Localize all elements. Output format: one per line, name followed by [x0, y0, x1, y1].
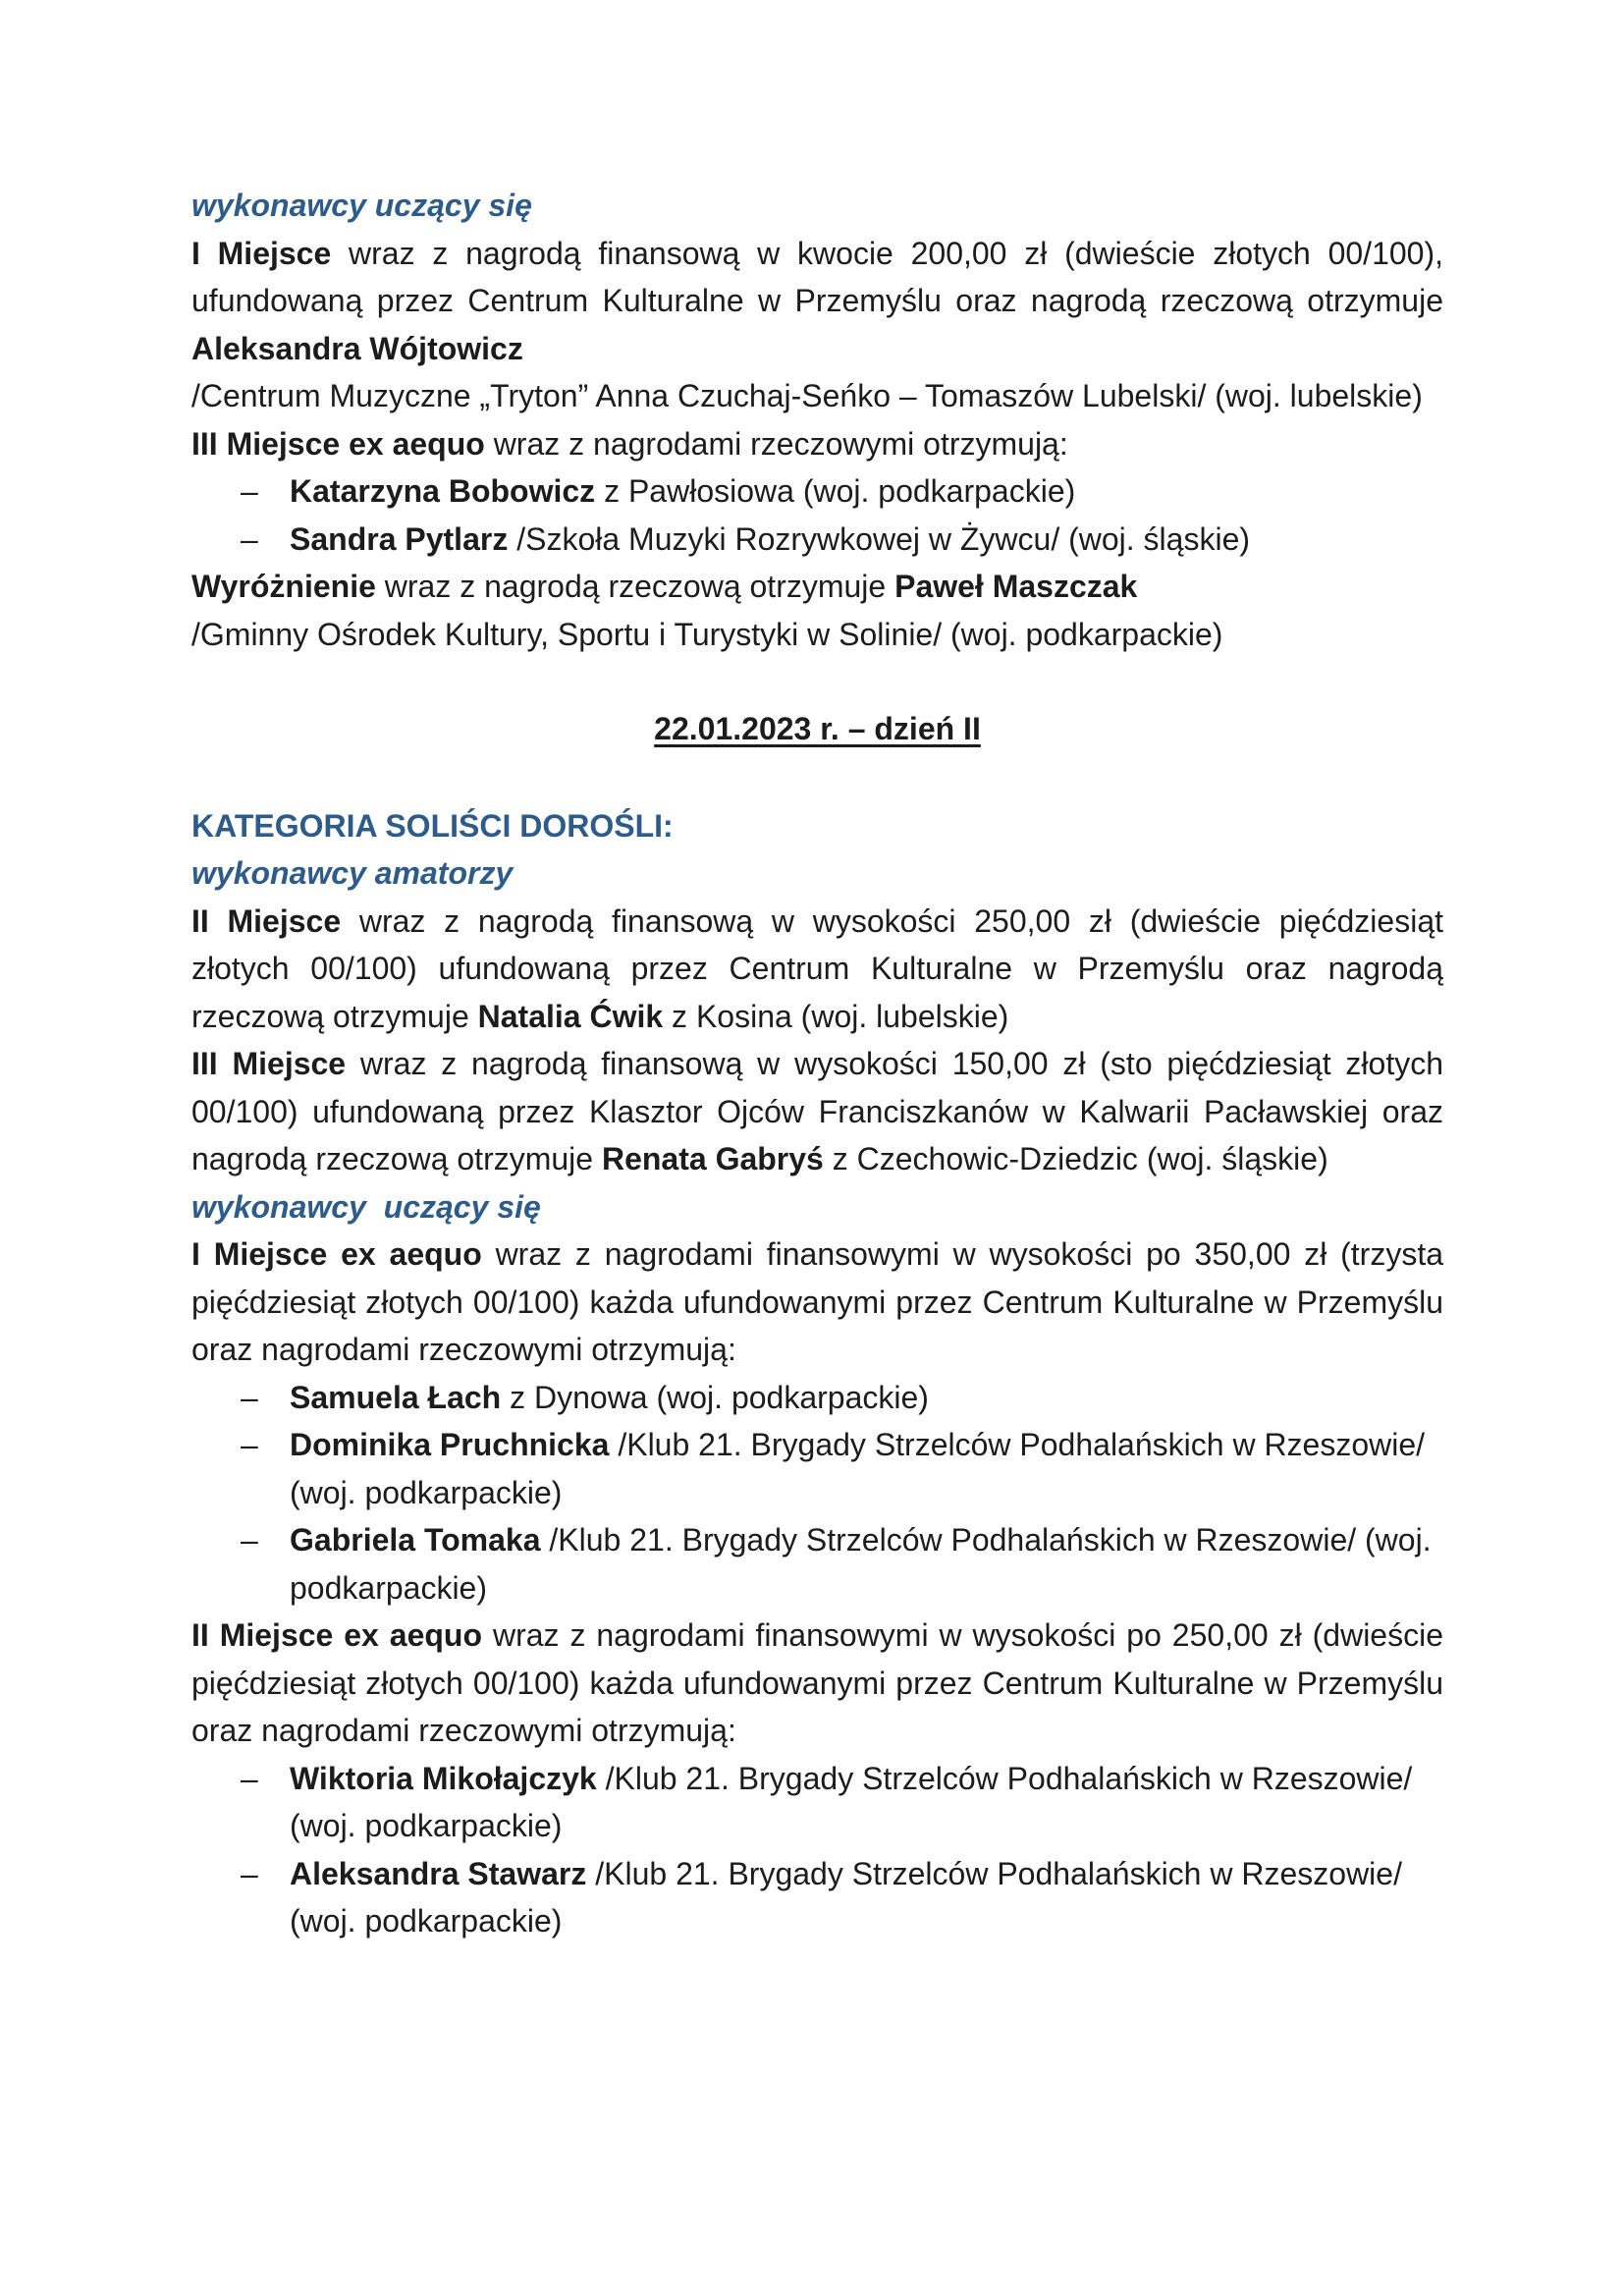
winner-detail: /Szkoła Muzyki Rozrywkowej w Żywcu/ (woj. śląskie) — [508, 520, 1251, 557]
award-text: wraz z nagrodą finansową w wysokości 150,00 zł (sto pięćdziesiąt złotych 00/100) ufundowaną przez Klasztor Ojców Franciszkanów w Kalwarii Pacławskiej oraz nagrodą rzeczową otrzymuje — [191, 1046, 1443, 1176]
award-label: I Miejsce ex aequo — [191, 1236, 482, 1272]
winner-name: Dominika Pruchnicka — [290, 1427, 610, 1462]
day-heading-text: 22.01.2023 r. – dzień II — [654, 711, 981, 746]
winners-list — [191, 1374, 1443, 1613]
award-second-place — [191, 1612, 1443, 1755]
list-item — [191, 1516, 1443, 1612]
winner-name: Aleksandra Wójtowicz — [191, 330, 523, 366]
award-label: III Miejsce ex aequo — [191, 425, 485, 462]
document-page — [191, 182, 1443, 1945]
award-label: III Miejsce — [191, 1046, 347, 1081]
list-item — [191, 1421, 1443, 1516]
winner-affiliation: /Gminny Ośrodek Kultury, Sportu i Turystyki w Solinie/ (woj. podkarpackie) — [191, 616, 1223, 652]
award-third-place — [191, 420, 1443, 468]
award-first-place — [191, 1230, 1443, 1374]
subheading-learners: wykonawcy uczący się — [191, 188, 532, 223]
subheading-amateurs: wykonawcy amatorzy — [191, 855, 514, 891]
day-heading — [191, 705, 1443, 753]
award-text: wraz z nagrodami rzeczowymi otrzymują: — [484, 425, 1068, 462]
award-third-place — [191, 1040, 1443, 1183]
list-item — [191, 1850, 1443, 1945]
category-heading: KATEGORIA SOLIŚCI DOROŚLI: — [191, 807, 674, 844]
winner-name: Renata Gabryś — [601, 1141, 824, 1176]
dash-bullet: – — [241, 1760, 258, 1796]
winner-affiliation: /Centrum Muzyczne „Tryton” Anna Czuchaj-Seńko – Tomaszów Lubelski/ (woj. lubelskie) — [191, 378, 1423, 413]
list-item — [191, 516, 1443, 564]
winner-name: Wiktoria Mikołajczyk — [290, 1760, 597, 1796]
winner-name: Natalia Ćwik — [477, 998, 664, 1034]
subheading-learners: wykonawcy uczący się — [191, 1188, 541, 1225]
award-distinction — [191, 563, 1443, 611]
award-text: wraz z nagrodą finansową w kwocie 200,00 zł (dwieście złotych 00/100), ufundowaną przez Centrum Kulturalne w Przemyślu oraz nagrodą rzeczową otrzymuje — [191, 235, 1444, 318]
winner-name: Aleksandra Stawarz — [290, 1855, 587, 1891]
award-text: wraz z nagrodami finansowymi w wysokości po 350,00 zł (trzysta pięćdziesiąt złotych 00/100) każda ufundowanymi przez Centrum Kulturalne w Przemyślu oraz nagrodami rzeczowymi otrzymują: — [191, 1236, 1444, 1367]
dash-bullet: – — [241, 1855, 258, 1891]
list-item — [191, 467, 1443, 516]
winner-name: Katarzyna Bobowicz — [290, 473, 596, 509]
winner-detail: z Pawłosiowa (woj. podkarpackie) — [595, 473, 1076, 509]
award-label: II Miejsce ex aequo — [191, 1617, 483, 1653]
dash-bullet: – — [241, 1379, 258, 1415]
winner-name: Paweł Maszczak — [894, 569, 1138, 604]
dash-bullet: – — [241, 520, 258, 557]
award-text: wraz z nagrodą finansową w wysokości 250,00 zł (dwieście pięćdziesiąt złotych 00/100) ufundowaną przez Centrum Kulturalne w Przemyślu oraz nagrodą rzeczową otrzymuje — [191, 902, 1444, 1034]
award-label: Wyróżnienie — [191, 569, 376, 604]
award-label: I Miejsce — [191, 235, 332, 271]
winner-name: Samuela Łach — [290, 1379, 502, 1415]
winner-detail: /Klub 21. Brygady Strzelców Podhalańskich w Rzeszowie/ (woj. podkarpackie) — [290, 1760, 1413, 1843]
winner-detail: /Klub 21. Brygady Strzelców Podhalańskich w Rzeszowie/ (woj. podkarpackie) — [290, 1855, 1402, 1939]
award-text: wraz z nagrodą rzeczową otrzymuje — [375, 569, 895, 604]
winners-list — [191, 467, 1443, 563]
winners-list — [191, 1755, 1443, 1945]
dash-bullet: – — [241, 1427, 258, 1462]
winner-detail: z Kosina (woj. lubelskie) — [663, 998, 1009, 1034]
list-item — [191, 1755, 1443, 1850]
dash-bullet: – — [241, 473, 258, 509]
award-second-place — [191, 898, 1443, 1041]
award-first-place — [191, 230, 1443, 373]
dash-bullet: – — [241, 1522, 258, 1558]
winner-detail: /Klub 21. Brygady Strzelców Podhalańskich w Rzeszowie/ (woj. podkarpackie) — [290, 1522, 1432, 1606]
award-text: wraz z nagrodami finansowymi w wysokości po 250,00 zł (dwieście pięćdziesiąt złotych 00/100) każda ufundowanymi przez Centrum Kulturalne w Przemyślu oraz nagrodami rzeczowymi otrzymują: — [191, 1617, 1444, 1748]
list-item — [191, 1374, 1443, 1422]
winner-detail: /Klub 21. Brygady Strzelców Podhalańskich w Rzeszowie/ (woj. podkarpackie) — [290, 1427, 1426, 1510]
winner-name: Sandra Pytlarz — [290, 520, 509, 557]
winner-detail: z Dynowa (woj. podkarpackie) — [501, 1379, 929, 1415]
winner-name: Gabriela Tomaka — [290, 1522, 541, 1558]
award-label: II Miejsce — [191, 902, 342, 939]
winner-detail: z Czechowic-Dziedzic (woj. śląskie) — [823, 1141, 1328, 1176]
